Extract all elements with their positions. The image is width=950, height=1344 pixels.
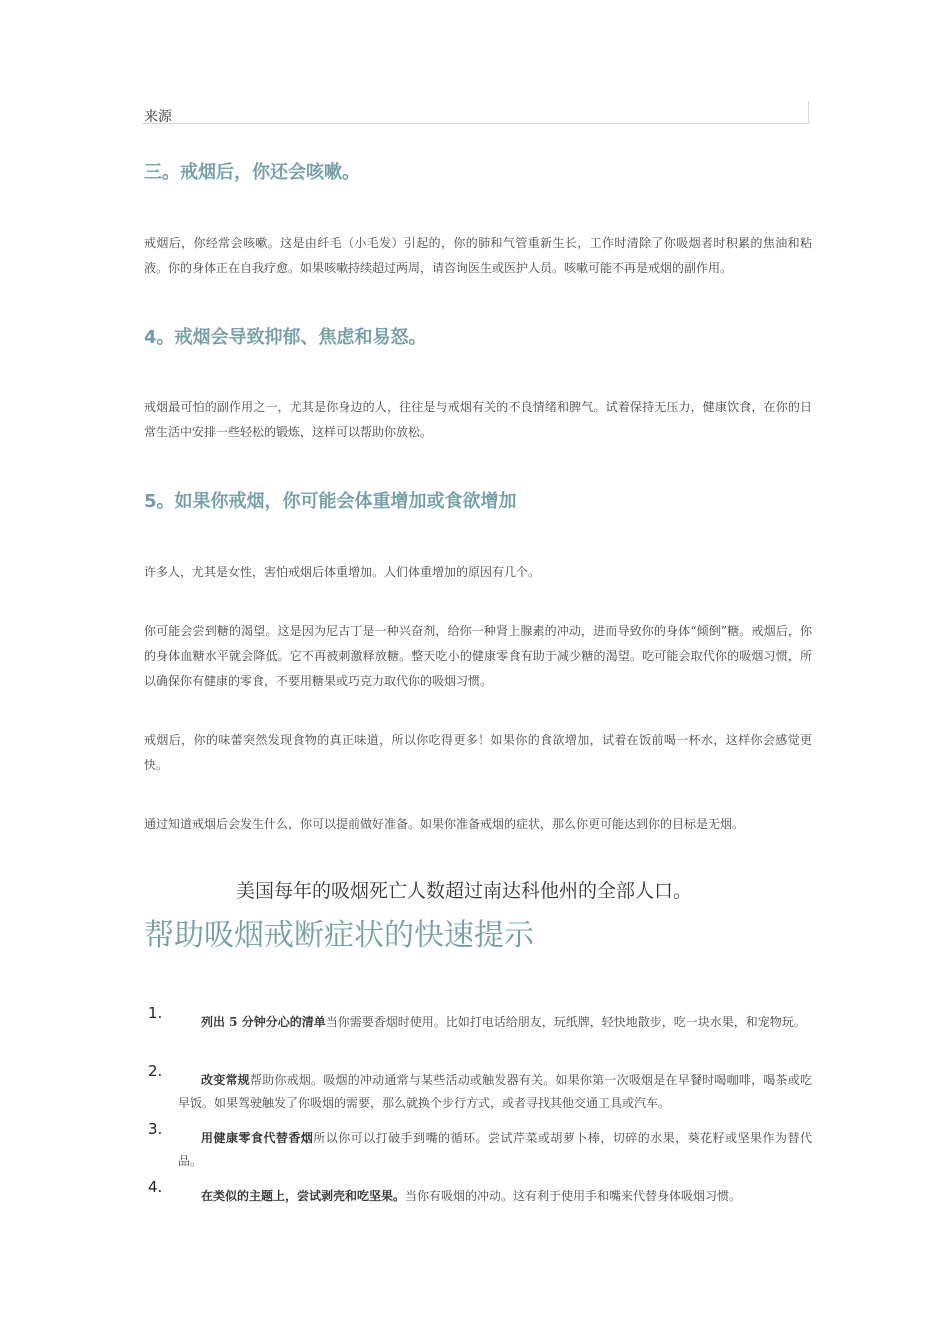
tip-bold: 在类似的主题上，尝试剥壳和吃坚果。 (201, 1189, 406, 1203)
tip-body: 所以你可以打破手到嘴的循环。尝试芹菜或胡萝卜棒，切碎的水果，葵花籽或坚果作为替代品。 (178, 1131, 812, 1168)
tip-number: 3. (148, 1120, 163, 1138)
tip-bold: 健康零食代替香烟 (213, 1131, 314, 1145)
tip-bold: 改变常规 (201, 1073, 250, 1087)
tip-bold-prefix: 用 (201, 1131, 214, 1145)
tip-bold: 列出 5 分钟分心的清单 (201, 1015, 326, 1029)
section-heading-4: 4。戒烟会导致抑郁、焦虑和易怒。 (144, 327, 427, 348)
section-3-paragraph: 戒烟后，你经常会咳嗽。这是由纤毛（小毛发）引起的，你的肺和气管重新生长，工作时清除了你吸烟者时积累的焦油和粘液。你的身体正在自我疗愈。如果咳嗽持续超过两周，请咨询医生或医护人员。咳嗽可能不再是戒烟的副作用。 (144, 236, 812, 275)
tip-text (178, 1011, 812, 1034)
pull-quote: 美国每年的吸烟死亡人数超过南达科他州的全部人口。 (236, 880, 693, 902)
tip-number: 2. (148, 1062, 163, 1080)
tip-text (178, 1127, 812, 1173)
tip-text (178, 1185, 812, 1208)
tip-body: 当你有吸烟的冲动。这有利于使用手和嘴来代替身体吸烟习惯。 (405, 1189, 742, 1203)
section-5-paragraph-4: 通过知道戒烟后会发生什么，你可以提前做好准备。如果你准备戒烟的症状，那么你更可能达到你的目标是无烟。 (144, 817, 745, 831)
source-label: 来源 (144, 109, 172, 125)
section-5-paragraph-2: 你可能会尝到糖的渴望。这是因为尼古丁是一种兴奋剂，给你一种肾上腺素的冲动，进而导致你的身体“倾倒”糖。戒烟后，你的身体血糖水平就会降低。它不再被刺激释放糖。整天吃小的健康零食有助于减少糖的渴望。吃可能会取代你的吸烟习惯，所以确保你有健康的零食，不要用糖果或巧克力取代你的吸烟习惯。 (144, 624, 812, 688)
section-5-paragraph-1: 许多人，尤其是女性，害怕戒烟后体重增加。人们体重增加的原因有几个。 (144, 565, 541, 579)
section-4-paragraph: 戒烟最可怕的副作用之一，尤其是你身边的人，往往是与戒烟有关的不良情绪和脾气。试着保持无压力，健康饮食，在你的日常生活中安排一些轻松的锻炼，这样可以帮助你放松。 (144, 400, 812, 439)
tip-body: 当你需要香烟时使用。比如打电话给朋友，玩纸牌，轻快地散步，吃一块水果，和宠物玩。 (325, 1015, 806, 1029)
tip-number: 4. (148, 1178, 163, 1196)
source-box (142, 101, 809, 124)
tip-number: 1. (148, 1004, 163, 1022)
tips-title: 帮助吸烟戒断症状的快速提示 (144, 918, 534, 953)
section-heading-5: 5。如果你戒烟，你可能会体重增加或食欲增加 (144, 491, 517, 512)
section-5-paragraph-3: 戒烟后，你的味蕾突然发现食物的真正味道，所以你吃得更多！如果你的食欲增加，试着在饭前喝一杯水，这样你会感觉更快。 (144, 733, 812, 772)
tip-text (178, 1069, 812, 1115)
section-heading-3: 三。戒烟后，你还会咳嗽。 (144, 162, 360, 183)
tip-body: 帮助你戒烟。吸烟的冲动通常与某些活动或触发器有关。如果你第一次吸烟是在早餐时喝咖啡，喝茶或吃早饭。如果驾驶触发了你吸烟的需要，那么就换个步行方式，或者寻找其他交通工具或汽车。 (178, 1073, 812, 1110)
